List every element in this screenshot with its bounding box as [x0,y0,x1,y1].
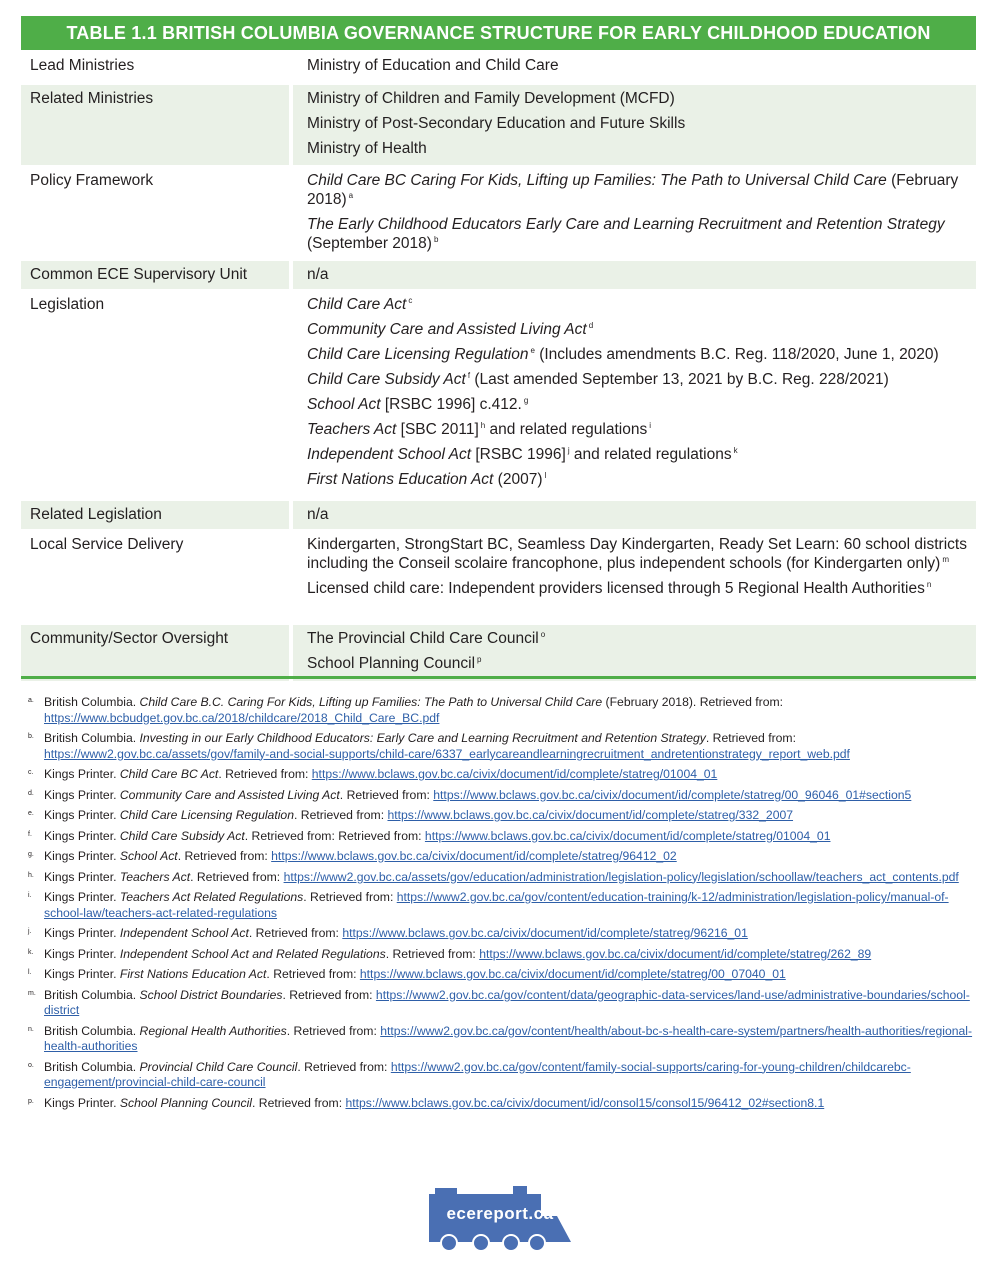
value-line [307,395,968,414]
footnote-mark: h. [28,871,34,879]
footnote-text [44,695,973,726]
italic-title: Child Care Act [307,296,407,313]
footnote-ref: j [567,445,570,455]
italic-title: Teachers Act [307,421,397,438]
governance-table [21,52,976,683]
footnote-text [44,967,973,983]
footnote-ref: k [733,445,738,455]
table-title: TABLE 1.1 BRITISH COLUMBIA GOVERNANCE STRUCTURE FOR EARLY CHILDHOOD EDUCATION [21,16,976,50]
footnote-link[interactable]: https://www2.gov.bc.ca/gov/content/education-training/k-12/administration/legislation-policy/manual-of-school-law/teachers-act-related-regulations [44,890,949,920]
footnote-title: Teachers Act [119,869,191,884]
footnote-link[interactable]: https://www.bclaws.gov.bc.ca/civix/document/id/complete/statreg/00_07040_01 [359,967,786,981]
footnote-retrieved: . Retrieved from: [385,946,480,961]
value-line [307,420,968,439]
footnote-mark: e. [28,810,34,817]
table-row [21,85,976,167]
footnote-retrieved: . Retrieved from: [339,787,434,802]
footnote-source: British Columbia. [44,731,140,745]
value-text: (2007) [493,471,543,488]
footnote-mark: k. [28,948,34,956]
value-line [307,171,968,209]
footnote-retrieved: . Retrieved from: [705,731,796,745]
footnote-title: Teachers Act Related Regulations [119,890,304,904]
footnote-mark: g. [28,851,34,858]
footnotes [28,695,973,1116]
ecereport-logo[interactable] [429,1186,571,1252]
footnote-ref: a [348,190,354,200]
footnote-item [28,890,973,921]
table-row [21,52,976,85]
footnote-mark: f. [28,830,32,838]
footnote-retrieved: . Retrieved from: [177,849,272,863]
footnote-retrieved: (February 2018). Retrieved from: [602,695,784,709]
footnote-text [44,788,973,804]
italic-title: First Nations Education Act [307,471,494,488]
footnote-ref: i [649,420,652,430]
value-line [307,265,968,284]
footnote-text [44,731,973,762]
row-label: Common ECE Supervisory Unit [21,261,289,289]
footnote-link[interactable]: https://www.bclaws.gov.bc.ca/civix/document/id/complete/statreg/00_96046_01#section5 [433,787,912,802]
footnote-item [28,731,973,762]
footnote-text [44,1060,973,1091]
value-line [307,470,968,489]
footnote-retrieved: . Retrieved from: [297,1059,391,1074]
footnote-link[interactable]: https://www.bclaws.gov.bc.ca/civix/document/id/complete/statreg/96412_02 [271,849,677,863]
value-line [307,579,968,598]
value-text: (Includes amendments B.C. Reg. 118/2020, June 1, 2020) [534,346,939,363]
italic-title: School Act [307,396,381,413]
footnote-mark: n. [28,1025,34,1033]
footnote-source: Kings Printer. [44,849,120,863]
italic-title: Child Care Subsidy Act [307,371,466,388]
row-value [293,261,976,289]
footnote-item [28,788,973,804]
row-value [293,625,976,681]
footnote-title: First Nations Education Act [119,967,267,981]
footnote-title: Provincial Child Care Council [139,1059,298,1074]
footnote-source: Kings Printer. [44,967,120,981]
footnote-title: Independent School Act [119,926,249,940]
value-text: [RSBC 1996] [471,446,566,463]
value-line [307,215,968,253]
value-text: Licensed child care: Independent providers licensed through 5 Regional Health Authorities [307,580,925,597]
footnote-ref: m [942,554,949,564]
footnote-ref: c [408,295,413,305]
footnote-link[interactable]: https://www.bclaws.gov.bc.ca/civix/document/id/consol15/consol15/96412_02#section8.1 [345,1095,825,1110]
table-row [21,625,976,683]
footnote-source: Kings Printer. [44,828,120,843]
row-label: Community/Sector Oversight [21,625,289,681]
footnote-retrieved: . Retrieved from: [282,987,376,1002]
row-label: Related Legislation [21,501,289,529]
footnote-mark: c. [28,769,34,776]
value-line [307,505,968,524]
value-line [307,56,968,75]
footnote-item [28,947,973,963]
table-row [21,531,976,625]
footnote-item [28,1024,973,1055]
footnote-source: Kings Printer. [44,787,120,802]
row-value [293,531,976,623]
value-line [307,654,968,673]
row-label: Lead Ministries [30,57,135,74]
footnote-link[interactable]: https://www.bcbudget.gov.bc.ca/2018/childcare/2018_Child_Care_BC.pdf [44,710,440,725]
value-text: The Provincial Child Care Council [307,630,539,647]
value-line [307,89,968,108]
value-line [307,445,968,464]
footnote-retrieved: . Retrieved from: [286,1023,381,1038]
value-text: [RSBC 1996] c.412. [380,396,522,413]
table-row [21,501,976,531]
value-line [307,114,968,133]
footnote-link[interactable]: https://www.bclaws.gov.bc.ca/civix/document/id/complete/statreg/01004_01 [424,828,831,843]
footnote-source: Kings Printer. [44,767,120,781]
footnote-mark: a. [28,697,34,704]
footnote-source: British Columbia. [44,1023,140,1038]
footnote-mark: b. [28,733,34,740]
footnote-item [28,1060,973,1091]
footnote-ref: f [467,370,471,380]
footnote-source: Kings Printer. [44,946,120,961]
footnote-link[interactable]: https://www.bclaws.gov.bc.ca/civix/document/id/complete/statreg/332_2007 [387,808,794,822]
value-text: Ministry of Children and Family Development (MCFD) [307,90,675,107]
footnote-item [28,767,973,783]
footnote-text [44,890,973,921]
italic-title: Independent School Act [307,446,472,463]
footnote-mark: o. [28,1061,34,1069]
footnote-retrieved: . Retrieved from: [190,869,284,884]
footnote-link[interactable]: https://www.bclaws.gov.bc.ca/civix/document/id/complete/statreg/96216_01 [342,926,748,940]
row-value [293,167,976,259]
footnote-title: Child Care BC Act [119,767,219,781]
value-text: and related regulations [485,421,648,438]
footnote-ref: d [588,320,594,330]
value-text: (Last amended September 13, 2021 by B.C. Reg. 228/2021) [470,371,889,388]
value-line [307,629,968,648]
footnote-item [28,829,973,845]
row-value [293,291,976,499]
row-label: Related Ministries [21,85,289,165]
footnote-retrieved: . Retrieved from: Retrieved from: [244,828,425,843]
footnote-title: School Planning Council [119,1095,252,1110]
value-text: [SBC 2011] [396,421,479,438]
footnote-ref: p [477,654,482,664]
footnote-text [44,988,973,1019]
value-text: Ministry of Post-Secondary Education and Future Skills [307,115,686,132]
row-value [293,501,976,529]
table-row [21,167,976,261]
table-row [21,291,976,501]
footnote-ref: b [433,234,439,244]
footnote-ref: l [544,470,547,480]
footnote-source: British Columbia. [44,987,140,1002]
value-text: and related regulations [569,446,732,463]
footnote-link[interactable]: https://www2.gov.bc.ca/assets/gov/family-and-social-supports/child-care/6337_earlycareandlearningrecruitment_andretentionstrategy_report_web.pdf [44,746,850,761]
value-text: (February 2018) [307,172,959,208]
italic-title: Child Care BC Caring For Kids, Lifting up Families: The Path to Universal Child Care [307,172,887,189]
footnote-text [44,1024,973,1055]
footnote-source: Kings Printer. [44,808,120,822]
footnote-text [44,926,973,942]
italic-title: Child Care Licensing Regulation [307,346,529,363]
footnote-link[interactable]: https://www2.gov.bc.ca/gov/content/data/geographic-data-services/land-use/administrative-boundaries/school-district [44,987,970,1017]
row-label: Policy Framework [30,172,154,189]
value-text: (September 2018) [307,235,432,252]
value-line [307,295,968,314]
footnote-source: Kings Printer. [44,869,120,884]
footnote-retrieved: . Retrieved from: [303,890,397,904]
footnote-source: Kings Printer. [44,926,120,940]
footnote-link[interactable]: https://www2.gov.bc.ca/gov/content/family-social-supports/caring-for-young-children/childcarebc-engagement/provincial-child-care-council [44,1059,911,1089]
table-row [21,261,976,291]
footnote-text [44,870,973,886]
footnote-link[interactable]: https://www2.gov.bc.ca/assets/gov/education/administration/legislation-policy/legislation/schoollaw/teachers_act_contents.pdf [283,869,959,884]
footnote-title: Child Care B.C. Caring For Kids, Lifting up Families: The Path to Universal Child Care [139,695,603,709]
footnote-item [28,926,973,942]
footnote-item [28,808,973,824]
divider [21,676,976,679]
footnote-title: Community Care and Assisted Living Act [119,787,340,802]
footnote-retrieved: . Retrieved from: [248,926,343,940]
row-value [293,52,976,83]
value-text: n/a [307,506,329,523]
footnote-retrieved: . Retrieved from: [252,1095,346,1110]
footnote-source: British Columbia. [44,695,140,709]
footnote-item [28,967,973,983]
footnote-ref: g [523,395,529,405]
footnote-link[interactable]: https://www.bclaws.gov.bc.ca/civix/document/id/complete/statreg/262_89 [479,946,872,961]
footnote-mark: p. [28,1097,34,1105]
footnote-title: School Act [119,849,178,863]
row-label: Legislation [30,296,105,313]
value-line [307,370,968,389]
footnote-item [28,870,973,886]
value-line [307,535,968,573]
footnote-text [44,829,973,845]
value-line [307,139,968,158]
row-value [293,85,976,165]
value-line [307,345,968,364]
footnote-retrieved: . Retrieved from: [266,967,360,981]
value-line [307,320,968,339]
footnote-retrieved: . Retrieved from: [218,767,312,781]
value-text: Ministry of Health [307,140,427,157]
footnote-text [44,849,973,865]
footnote-title: Child Care Subsidy Act [119,828,245,843]
footnote-source: British Columbia. [44,1059,140,1074]
footnote-text [44,1096,973,1112]
footnote-title: Child Care Licensing Regulation [119,808,294,822]
value-text: Kindergarten, StrongStart BC, Seamless Day Kindergarten, Ready Set Learn: 60 school districts including the Conseil scolaire francophone, plus independent schools (for Kindergarten only) [307,536,967,572]
footnote-item [28,695,973,726]
footnote-title: School District Boundaries [139,987,283,1002]
footnote-mark: m. [28,989,36,997]
footnote-mark: l. [28,969,32,976]
footnote-ref: e [530,345,535,355]
footnote-text [44,808,973,824]
italic-title: Community Care and Assisted Living Act [307,321,587,338]
value-text: School Planning Council [307,655,476,672]
footnote-retrieved: . Retrieved from: [294,808,388,822]
footnote-item [28,988,973,1019]
footnote-link[interactable]: https://www2.gov.bc.ca/gov/content/health/about-bc-s-health-care-system/partners/health-authorities/regional-health-authorities [44,1023,973,1053]
footnote-source: Kings Printer. [44,1095,120,1110]
footnote-mark: i. [28,892,32,899]
row-label: Local Service Delivery [30,536,184,553]
footnote-source: Kings Printer. [44,890,120,904]
footnote-text [44,947,973,963]
footnote-ref: n [926,579,932,589]
logo-text: ecereport.ca [446,1204,554,1223]
italic-title: The Early Childhood Educators Early Care and Learning Recruitment and Retention Strategy [307,216,945,233]
footnote-mark: j. [28,928,32,935]
footnote-ref: h [480,420,486,430]
footnote-mark: d. [28,789,34,797]
footnote-title: Regional Health Authorities [139,1023,287,1038]
footnote-title: Independent School Act and Related Regulations [119,946,386,961]
value-text: Ministry of Education and Child Care [307,57,559,74]
footnote-title: Investing in our Early Childhood Educators: Early Care and Learning Recruitment and Retention Strategy [139,731,706,745]
footnote-item [28,1096,973,1112]
footnote-text [44,767,973,783]
value-text: n/a [307,266,329,283]
footnote-item [28,849,973,865]
footnote-ref: o [540,629,546,639]
footnote-link[interactable]: https://www.bclaws.gov.bc.ca/civix/document/id/complete/statreg/01004_01 [311,767,718,781]
